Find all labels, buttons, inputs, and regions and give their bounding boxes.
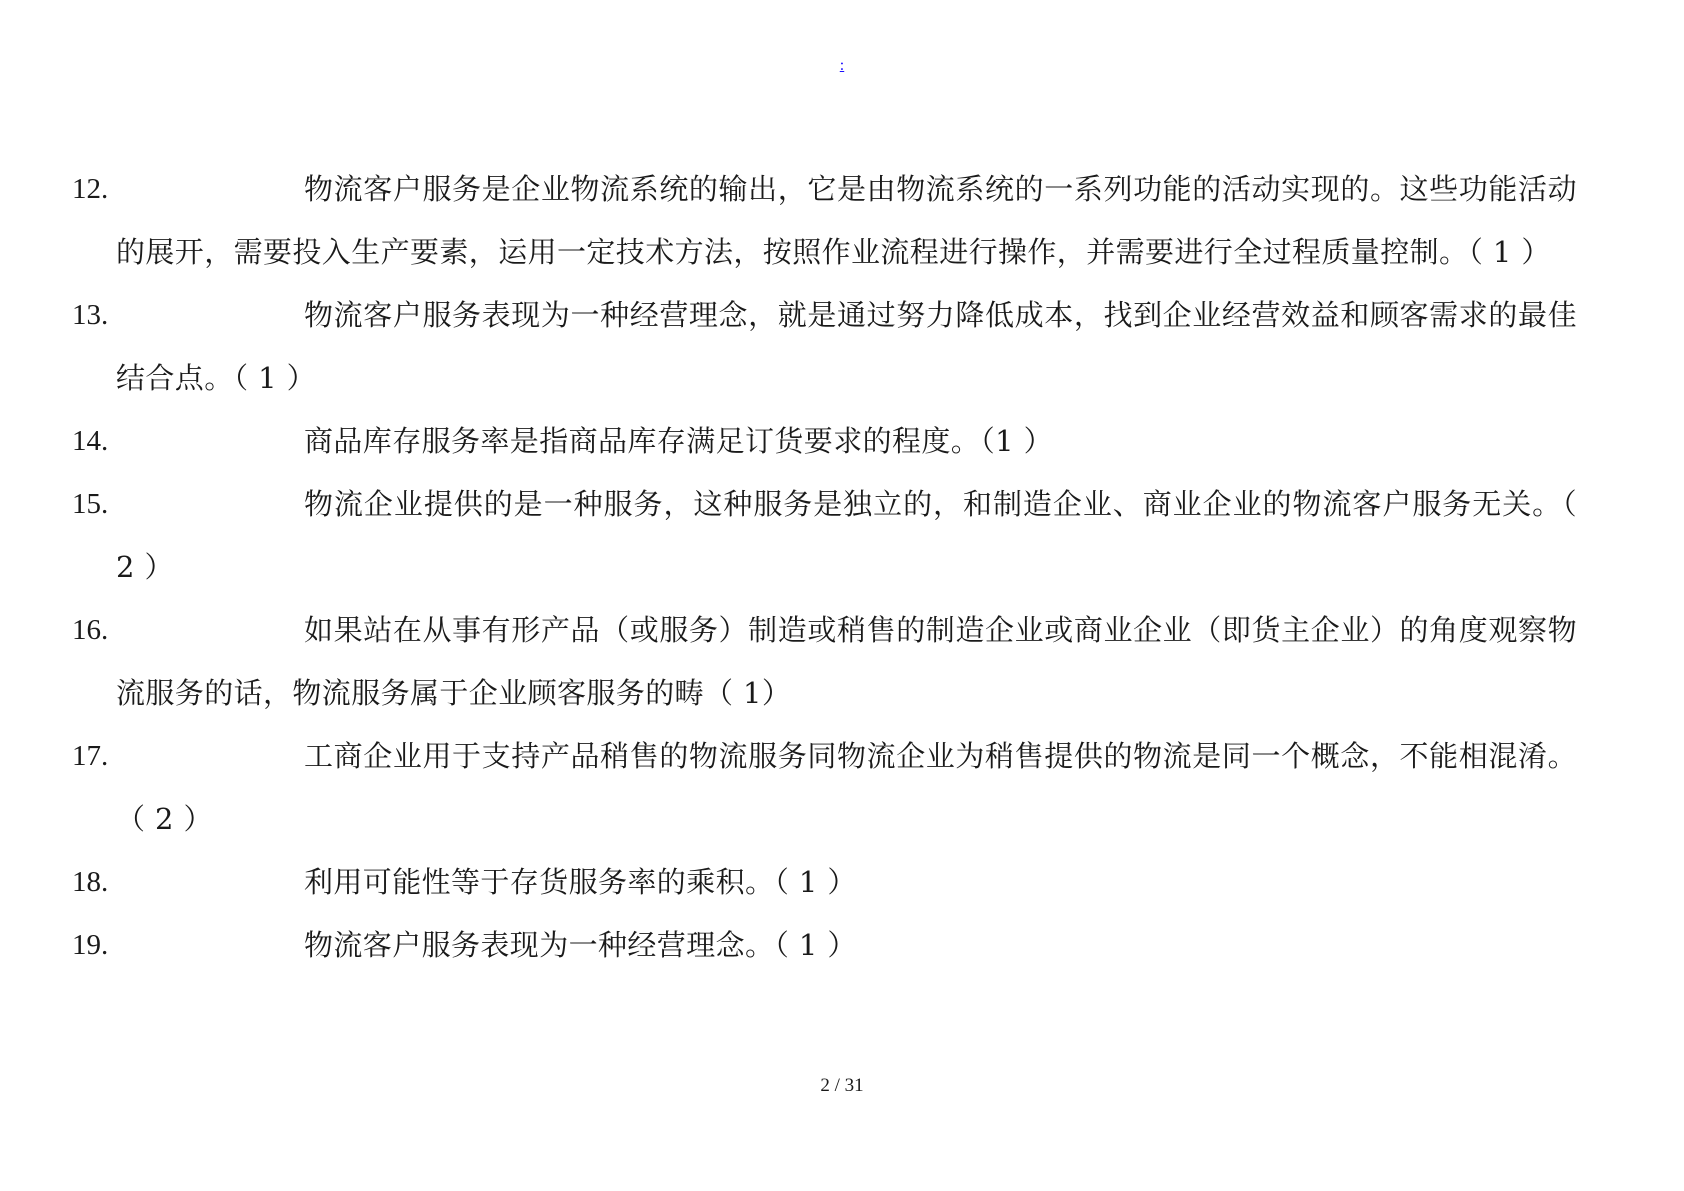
list-item [72,158,1577,284]
item-number: 17. [72,740,109,772]
item-text: 工商企业用于支持产品稍售的物流服务同物流企业为稍售提供的物流是同一个概念，不能相混淆。（ 2 ） [116,739,1577,836]
list-item [72,851,1577,914]
item-number: 14. [72,425,109,457]
item-number: 13. [72,299,109,331]
list-item [72,410,1577,473]
item-text: 物流客户服务表现为一种经营理念，就是通过努力降低成本，找到企业经营效益和顾客需求的最佳结合点。（ 1 ） [116,298,1577,395]
item-text: 物流客户服务是企业物流系统的输出，它是由物流系统的一系列功能的活动实现的。这些功能活动的展开，需要投入生产要素，运用一定技术方法，按照作业流程进行操作，并需要进行全过程质量控制。（ 1 ） [116,172,1577,269]
item-number: 15. [72,488,109,520]
item-number: 18. [72,866,109,898]
item-number: 19. [72,929,109,961]
header-link[interactable]: : [839,57,845,74]
item-text: 物流企业提供的是一种服务，这种服务是独立的，和制造企业、商业企业的物流客户服务无关。（ 2 ） [116,487,1577,584]
item-text: 商品库存服务率是指商品库存满足订货要求的程度。（1 ） [304,424,1053,458]
page-indicator: 2 / 31 [820,1075,864,1096]
item-text: 利用可能性等于存货服务率的乘积。（ 1 ） [304,865,857,899]
list-item [72,284,1577,410]
list-item [72,914,1577,977]
item-text: 物流客户服务表现为一种经营理念。（ 1 ） [304,928,857,962]
item-text: 如果站在从事有形产品（或服务）制造或稍售的制造企业或商业企业（即货主企业）的角度观察物流服务的话，物流服务属于企业顾客服务的畴（ 1） [116,613,1577,710]
list-item [72,599,1577,725]
question-list [72,158,1577,977]
item-number: 12. [72,173,109,205]
item-number: 16. [72,614,109,646]
list-item [72,473,1577,599]
list-item [72,725,1577,851]
